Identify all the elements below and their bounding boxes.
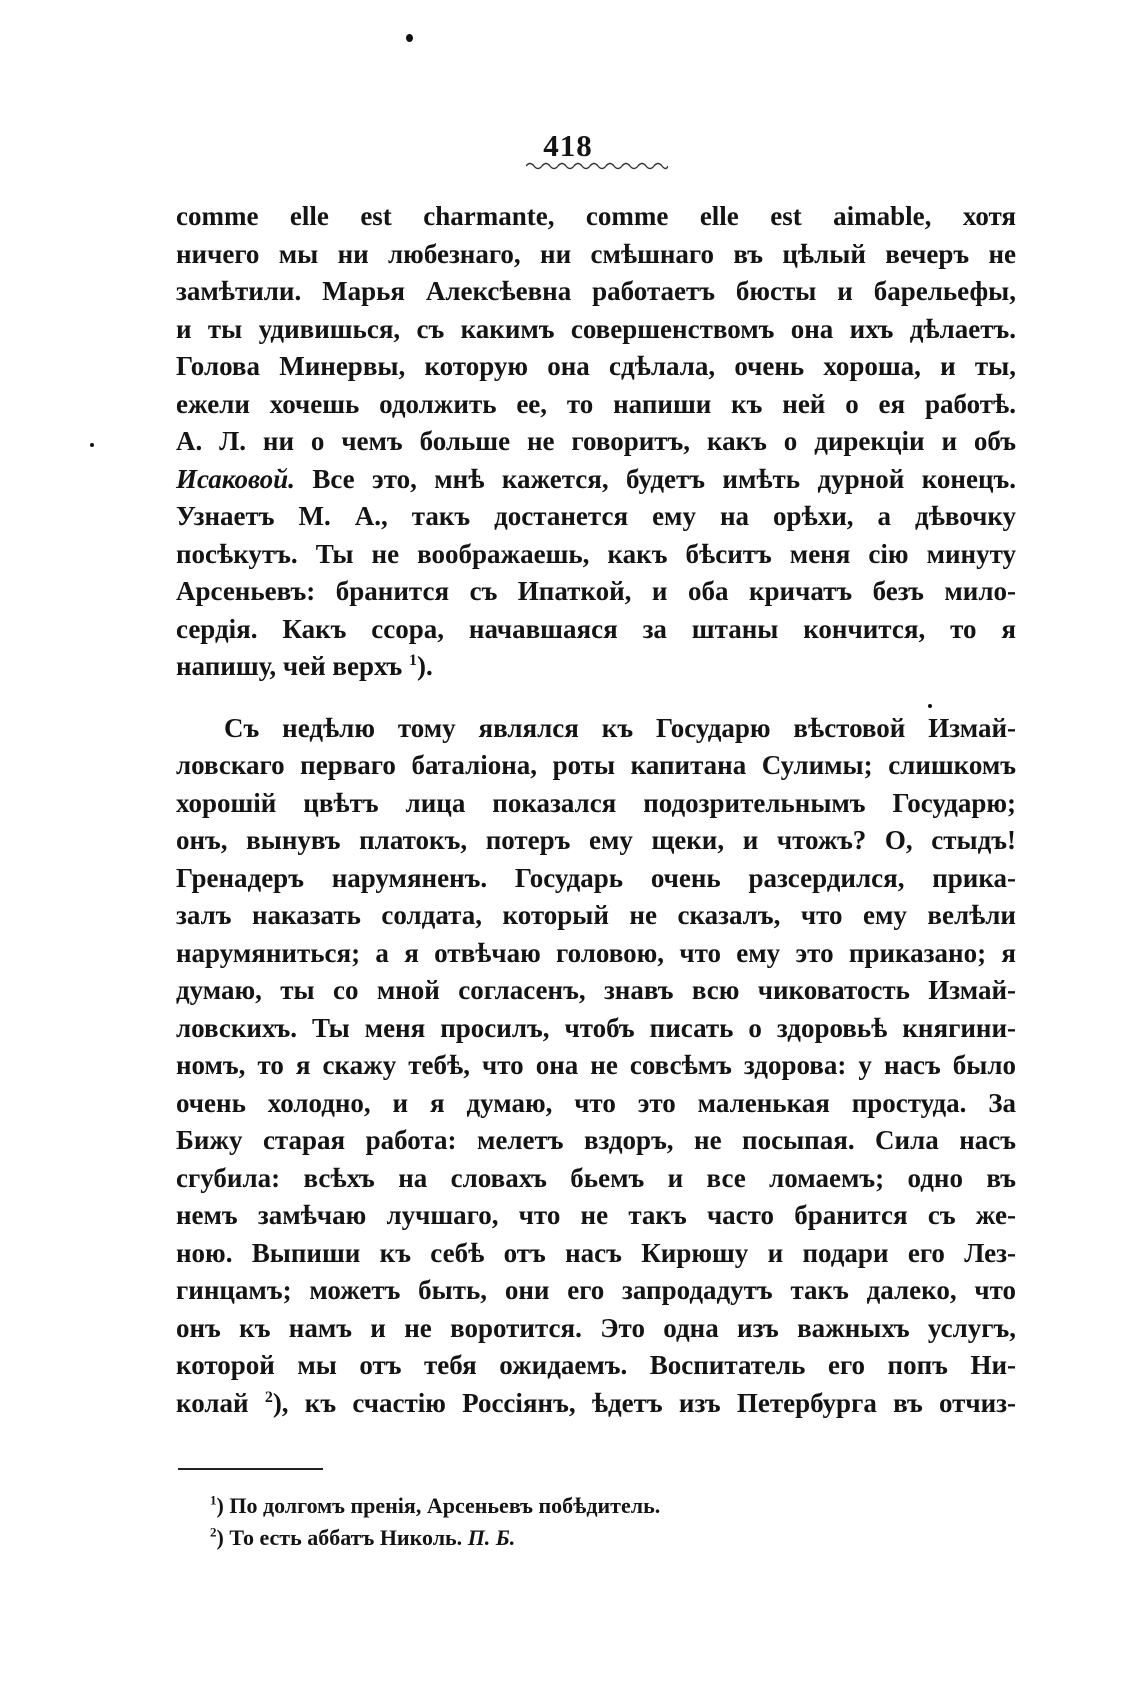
paragraph-2 <box>176 710 1016 1423</box>
paragraph-1 <box>176 198 1016 686</box>
italic-name: Исаковой. <box>176 463 295 494</box>
text-line: сердія. Какъ ссора, начавшаяся за штаны кончится, то я <box>176 613 1016 644</box>
footnote-text: ) По долгомъ пренія, Арсеньевъ побѣдитель. <box>216 1493 661 1518</box>
text-line: нарумяниться; а я отвѣчаю головою, что ему это приказано; я <box>176 937 1016 968</box>
text-segment: Все это, мнѣ кажется, будетъ имѣть дурной конецъ. <box>294 463 1016 494</box>
text-line: немъ замѣчаю лучшаго, что не такъ часто бранится съ же- <box>176 1200 1016 1230</box>
text-line: comme elle est charmante, comme elle est aimable, хотя <box>176 201 1016 231</box>
footnote-mark: 1 <box>210 1492 217 1508</box>
page-number-area <box>0 128 1140 164</box>
text-line: ловскихъ. Ты меня просилъ, чтобъ писать о здоровьѣ княгини- <box>176 1012 1016 1043</box>
text-line: ловскаго перваго баталіона, роты капитана Сулимы; слишкомъ <box>176 750 1016 780</box>
text-line: Узнаетъ М. А., такъ достанется ему на орѣхи, а дѣвочку <box>176 501 1016 531</box>
text-line: которой мы отъ тебя ожидаемъ. Воспитатель его попъ Ни- <box>176 1350 1016 1380</box>
text-line: номъ, то я скажу тебѣ, что она не совсѣмъ здорова: у насъ было <box>176 1050 1016 1080</box>
text-segment: колай <box>176 1387 249 1418</box>
text-line <box>176 1385 1016 1423</box>
footnote-1 <box>210 1490 910 1522</box>
footnote-text: ) То есть аббатъ Николь. <box>216 1525 463 1550</box>
text-line: посѣкутъ. Ты не воображаешь, какъ бѣситъ меня сію минуту <box>176 538 1016 569</box>
footnote-ref-1[interactable]: 1 <box>408 652 417 669</box>
text-line: ничего мы ни любезнаго, ни смѣшнаго въ цѣлый вечеръ не <box>176 238 1016 269</box>
main-text <box>176 198 1016 1422</box>
text-line: замѣтили. Марья Алексѣевна работаетъ бюсты и барельефы, <box>176 276 1016 306</box>
text-line: ежели хочешь одолжить ее, то напиши къ ней о ея работѣ. <box>176 388 1016 419</box>
footnote-2 <box>210 1522 910 1554</box>
footnote-ref-2[interactable]: 2 <box>264 1388 273 1406</box>
text-line: ною. Выпиши къ себѣ отъ насъ Кирюшу и подари его Лез- <box>176 1237 1016 1268</box>
text-line <box>176 461 1016 499</box>
text-line: думаю, ты со мной согласенъ, знавъ всю чиковатость Измай- <box>176 975 1016 1005</box>
text-line: сгубила: всѣхъ на словахъ бьемъ и все ломаемъ; одно въ <box>176 1162 1016 1193</box>
page-number-ornament <box>526 160 668 172</box>
text-segment: ), къ счастію Россіянъ, ѣдетъ изъ Петербурга въ отчиз- <box>272 1387 1017 1418</box>
text-segment: напишу, чей верхъ <box>176 651 403 681</box>
text-line: гинцамъ; можетъ быть, они его запродадутъ такъ далеко, что <box>176 1275 1016 1305</box>
text-line: очень холодно, и я думаю, что это маленькая простуда. За <box>176 1087 1016 1118</box>
text-line: Голова Минервы, которую она сдѣлала, очень хороша, и ты, <box>176 351 1016 381</box>
text-line: онъ, вынувъ платокъ, потеръ ему щеки, и чтожъ? О, стыдъ! <box>176 825 1016 855</box>
text-line: Съ недѣлю тому являлся къ Государю вѣстовой Измай- <box>224 712 1016 743</box>
text-line: залъ наказать солдата, который не сказалъ, что ему велѣли <box>176 900 1016 930</box>
text-line: Гренадеръ нарумяненъ. Государь очень разсердился, прика- <box>176 862 1016 893</box>
ink-speck <box>90 443 94 447</box>
paragraph-gap <box>176 686 1016 710</box>
text-line: и ты удивишься, съ какимъ совершенствомъ она ихъ дѣлаетъ. <box>176 313 1016 344</box>
text-line: Бижу старая работа: мелетъ вздоръ, не посыпая. Сила насъ <box>176 1125 1016 1155</box>
footnotes <box>210 1490 910 1554</box>
ink-speck <box>406 34 413 42</box>
text-line: Арсеньевъ: бранится съ Ипаткой, и оба кричатъ безъ мило- <box>176 576 1016 606</box>
text-line: онъ къ намъ и не воротится. Это одна изъ важныхъ услугъ, <box>176 1312 1016 1343</box>
text-line: А. Л. ни о чемъ больше не говоритъ, какъ о дирекціи и объ <box>176 426 1016 456</box>
text-line <box>176 648 1016 686</box>
footnote-initials: П. Б. <box>462 1525 516 1550</box>
footnote-divider <box>178 1468 323 1470</box>
text-segment: ). <box>416 651 433 681</box>
page-number: 418 <box>543 128 593 163</box>
footnote-mark: 2 <box>210 1524 217 1540</box>
text-line: хорошій цвѣтъ лица показался подозрительнымъ Государю; <box>176 787 1016 818</box>
